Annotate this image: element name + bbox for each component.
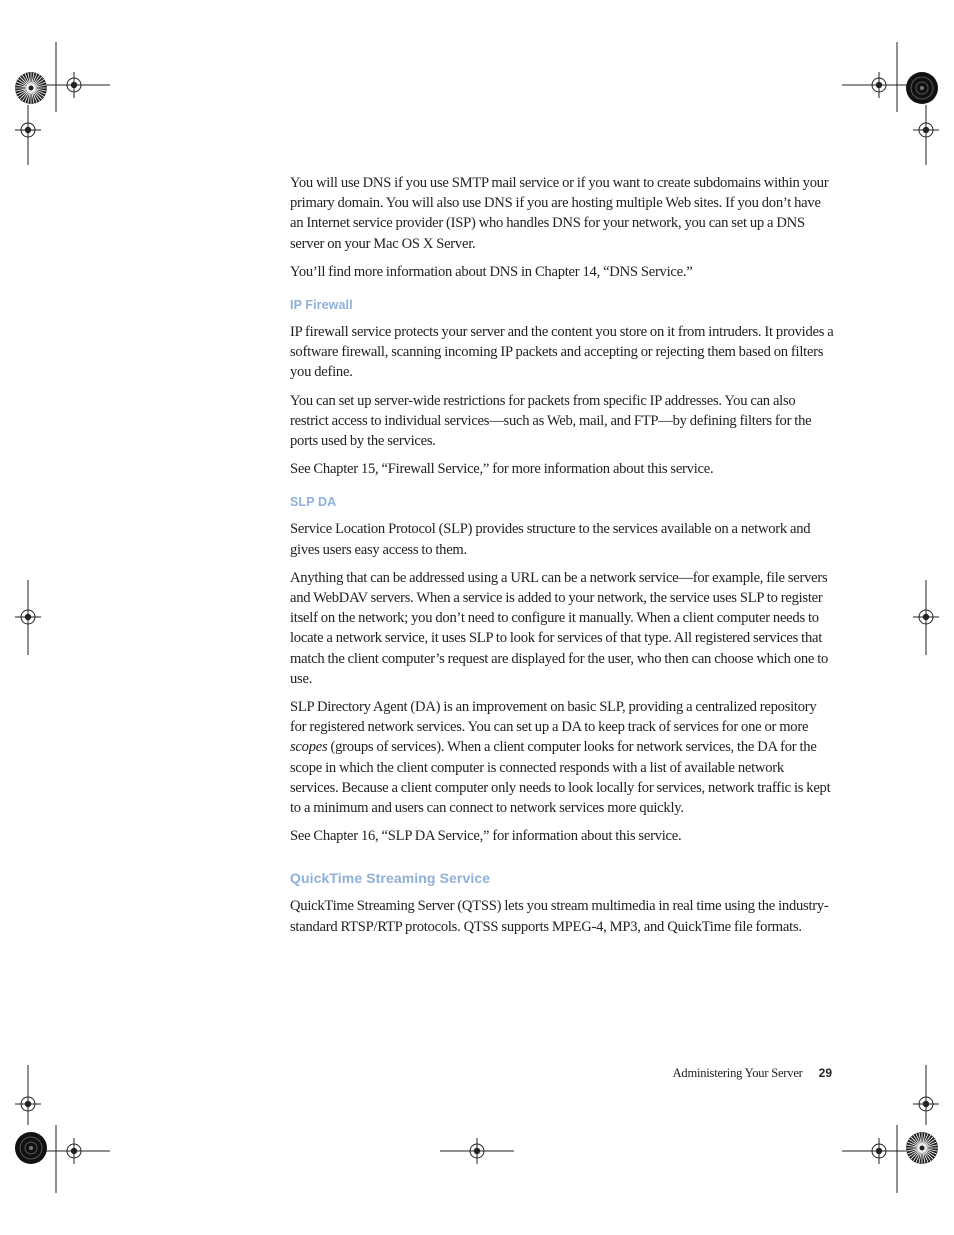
registration-mark (913, 1091, 939, 1117)
page-body (290, 173, 835, 945)
paragraph: You’ll find more information about DNS in Chapter 14, “DNS Service.” (290, 263, 693, 280)
registration-mark (15, 604, 41, 630)
section-heading-slp-da: SLP DA (290, 495, 337, 510)
paragraph: You can set up server-wide restrictions for packets from specific IP addresses. You can also restrict access to individual services—such as Web, mail, and FTP—by defining filters for the ports used by the services. (290, 392, 812, 450)
registration-mark (15, 117, 41, 143)
section-heading-ip-firewall: IP Firewall (290, 298, 353, 313)
registration-mark (61, 72, 87, 98)
disc-target-icon (906, 72, 938, 104)
paragraph: See Chapter 15, “Firewall Service,” for more information about this service. (290, 461, 714, 478)
registration-mark (866, 72, 892, 98)
registration-mark (61, 1138, 87, 1164)
disc-target-icon (15, 1132, 47, 1164)
emphasis-term: scopes (290, 739, 328, 756)
registration-mark (913, 117, 939, 143)
star-target-icon (906, 1132, 938, 1164)
page-number: 29 (818, 1066, 832, 1080)
footer-chapter-title: Administering Your Server (672, 1066, 803, 1080)
registration-mark (15, 1091, 41, 1117)
paragraph: QuickTime Streaming Server (QTSS) lets you stream multimedia in real time using the industry-standard RTSP/RTP protocols. QTSS supports MPEG-4, MP3, and QuickTime file formats. (290, 898, 829, 935)
paragraph: See Chapter 16, “SLP DA Service,” for information about this service. (290, 828, 682, 845)
paragraph: IP firewall service protects your server and the content you store on it from intruders. It provides a software firewall, scanning incoming IP packets and accepting or rejecting them based on filters you define. (290, 324, 834, 381)
section-heading-quicktime-streaming: QuickTime Streaming Service (290, 870, 491, 887)
paragraph-text: SLP Directory Agent (DA) is an improvement on basic SLP, providing a centralized repository for registered network services. You can set up a DA to keep track of services for one or more (290, 699, 817, 736)
paragraph-text: (groups of services). When a client computer looks for network services, the DA for the scope in which the client computer is connected responds with a list of available network services. Because a client computer only needs to look locally for services, network traffic is kept to a minimum and users can connect to network services more quickly. (290, 739, 831, 817)
registration-mark (464, 1138, 490, 1164)
registration-mark (866, 1138, 892, 1164)
star-target-icon (15, 72, 47, 104)
paragraph (290, 697, 835, 818)
registration-mark (913, 604, 939, 630)
paragraph: Anything that can be addressed using a URL can be a network service—for example, file servers and WebDAV servers. When a service is added to your network, the service uses SLP to register itself on the network; you don’t need to configure it manually. When a client computer needs to locate a network service, it uses SLP to look for services of that type. All registered services that match the client computer’s request are displayed for the user, who then can choose which one to use. (290, 569, 829, 687)
paragraph: You will use DNS if you use SMTP mail service or if you want to create subdomains within your primary domain. You will also use DNS if you are hosting multiple Web sites. If you don’t have an Internet service provider (ISP) who handles DNS for your network, you can set up a DNS server on your Mac OS X Server. (290, 175, 829, 252)
page-footer (600, 1064, 832, 1082)
paragraph: Service Location Protocol (SLP) provides structure to the services available on a network and gives users easy access to them. (290, 521, 811, 558)
